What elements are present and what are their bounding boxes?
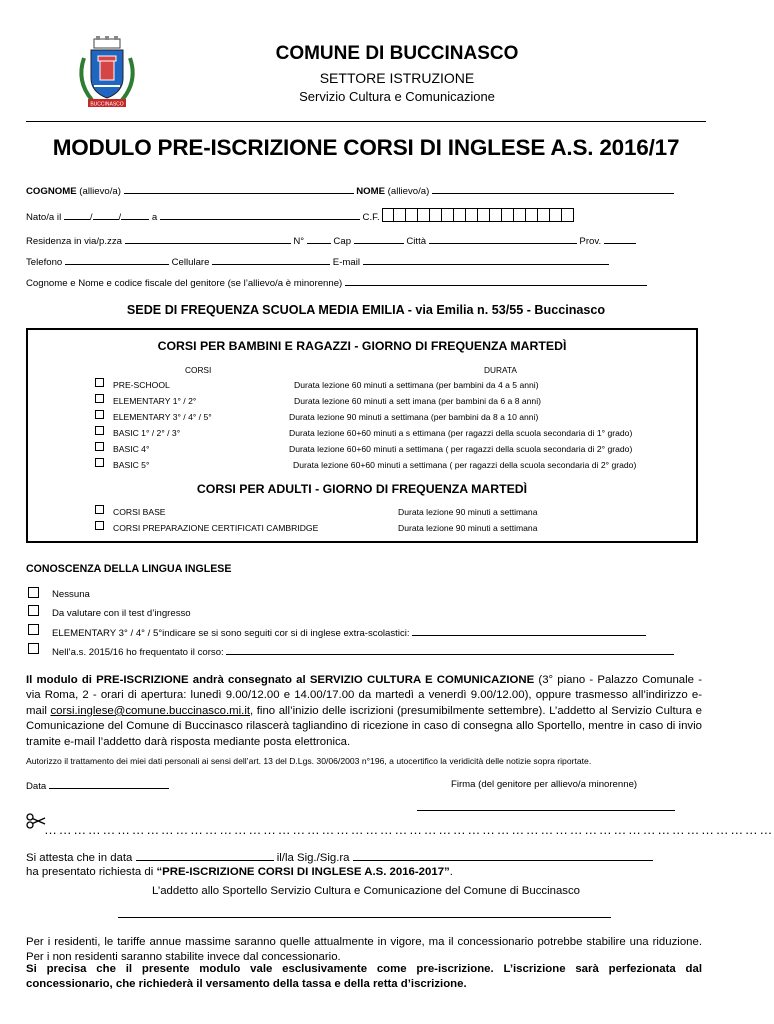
course-name: CORSI BASE (113, 507, 166, 517)
course-duration: Durata lezione 90 minuti a settimana (398, 507, 538, 517)
course-name: PRE-SCHOOL (113, 380, 170, 390)
signature-label: Firma (del genitore per allievo/a minorenne) (451, 779, 638, 790)
kids-courses-title: CORSI PER BAMBINI E RAGAZZI - GIORNO DI FREQUENZA MARTEDÌ (157, 339, 567, 353)
scissors-icon (26, 813, 46, 834)
receipt-officer: L’addetto allo Sportello Servizio Cultura e Comunicazione del Comune di Buccinasco (151, 885, 581, 897)
extra-courses-field[interactable] (412, 626, 646, 636)
phone-field[interactable] (65, 255, 169, 265)
email-link[interactable]: corsi.inglese@comune.buccinasco.mi.it (50, 704, 251, 717)
department-subtitle: SETTORE ISTRUZIONE (319, 70, 475, 86)
birth-month-field[interactable] (93, 210, 119, 220)
name-row: COGNOME (allievo/a) NOME (allievo/a) (26, 184, 706, 197)
course-duration: Durata lezione 90 minuti a settimana (398, 523, 538, 533)
course-duration: Durata lezione 60 minuti a sett imana (per bambini da 6 a 8 anni) (294, 396, 541, 406)
service-subtitle: Servizio Cultura e Comunicazione (299, 89, 495, 104)
cognome-field[interactable] (124, 184, 354, 194)
date-field[interactable] (49, 779, 169, 789)
course-checkbox[interactable] (95, 410, 104, 419)
course-name: CORSI PREPARAZIONE CERTIFICATI CAMBRIDGE (113, 523, 319, 533)
venue-heading: SEDE DI FREQUENZA SCUOLA MEDIA EMILIA - via Emilia n. 53/55 - Buccinasco (126, 303, 606, 317)
birth-day-field[interactable] (64, 210, 90, 220)
course-checkbox[interactable] (95, 458, 104, 467)
birth-place-field[interactable] (160, 210, 360, 220)
knowledge-option: Da valutare con il test d’ingresso (52, 608, 191, 619)
contact-row: Telefono Cellulare E-mail (26, 255, 706, 268)
date-row: Data (26, 779, 169, 792)
privacy-statement: Autorizzo il trattamento dei miei dati personali ai sensi dell’art. 13 del D.Lgs. 30/06/2003 n°196, a utocertifico la veridicità delle notizie sopra riportate. (26, 756, 592, 766)
form-title: MODULO PRE-ISCRIZIONE CORSI DI INGLESE A.S. 2016/17 (52, 135, 680, 160)
receipt-name-field[interactable] (353, 851, 653, 861)
email-field[interactable] (363, 255, 609, 265)
cap-field[interactable] (354, 234, 404, 244)
receipt-line-2: ha presentato richiesta di “PRE-ISCRIZIONE CORSI DI INGLESE A.S. 2016-2017”. (26, 866, 453, 878)
mobile-field[interactable] (212, 255, 330, 265)
submission-info: Il modulo di PRE-ISCRIZIONE andrà consegnato al SERVIZIO CULTURA E COMUNICAZIONE (3° piano - Palazzo Comunale - via Roma, 2 - orari di apertura: lunedì 9.00/12.00 e 14.00/17.00 da martedì a venerdì 9.00/12.00), oppure trasmesso all’indirizzo e-mail corsi.inglese@comune.buccinasco.mi.it, fino all’inizio delle iscrizioni (presumibilmente settembre). L’addetto al Servizio Cultura e Comunicazione del Comune di Buccinasco rilascerà tagliandino di ricezione in caso di consegna allo Sportello, mentre in caso di invio tramite e-mail l’addetto darà risposta mediante posta elettronica. (26, 674, 702, 748)
course-duration: Durata lezione 60 minuti a settimana (per bambini da 4 a 5 anni) (294, 380, 539, 390)
knowledge-checkbox[interactable] (28, 587, 39, 598)
course-name: ELEMENTARY 3° / 4° / 5° (113, 412, 212, 422)
city-field[interactable] (429, 234, 577, 244)
codice-fiscale-boxes[interactable] (382, 208, 574, 222)
fees-note: Per i residenti, le tariffe annue massime saranno quelle attualmente in vigore, ma il concessionario potrebbe stabilire una riduzione. Per i non residenti saranno stabilite invece dal concessionario. (26, 936, 702, 964)
course-name: ELEMENTARY 1° / 2° (113, 396, 197, 406)
previous-course-field[interactable] (226, 645, 674, 655)
knowledge-option: Nessuna (52, 589, 90, 600)
course-name: BASIC 1° / 2° / 3° (113, 428, 181, 438)
knowledge-title: CONOSCENZA DELLA LINGUA INGLESE (26, 563, 232, 575)
adult-courses-title: CORSI PER ADULTI - GIORNO DI FREQUENZA MARTEDÌ (196, 482, 528, 496)
course-name: BASIC 5° (113, 460, 150, 470)
street-number-field[interactable] (307, 234, 331, 244)
course-checkbox[interactable] (95, 394, 104, 403)
course-checkbox[interactable] (95, 378, 104, 387)
province-field[interactable] (604, 234, 636, 244)
cut-line: …………………………………………………………………………………………………………………………………… (44, 822, 774, 837)
knowledge-checkbox[interactable] (28, 605, 39, 616)
officer-signature-line[interactable] (118, 917, 611, 918)
course-duration: Durata lezione 60+60 minuti a s ettimana (per ragazzi della scuola secondaria di 1° grado) (289, 428, 633, 438)
parent-row: Cognome e Nome e codice fiscale del genitore (se l’allievo/a è minorenne) (26, 276, 706, 289)
signature-line[interactable] (417, 810, 675, 811)
course-duration: Durata lezione 90 minuti a settimana (per bambini da 8 a 10 anni) (289, 412, 539, 422)
residence-row: Residenza in via/p.zza N° Cap Città Prov. (26, 234, 706, 247)
course-name: BASIC 4° (113, 444, 150, 454)
knowledge-option-previous: Nell’a.s. 2015/16 ho frequentato il corso: (52, 645, 674, 658)
knowledge-checkbox[interactable] (28, 624, 39, 635)
course-checkbox[interactable] (95, 442, 104, 451)
course-duration: Durata lezione 60+60 minuti a settimana ( per ragazzi della scuola secondaria di 2° grado) (289, 444, 633, 454)
duration-column-header: DURATA (484, 365, 517, 375)
course-checkbox[interactable] (95, 426, 104, 435)
parent-field[interactable] (345, 276, 647, 286)
pre-registration-note: Si precisa che il presente modulo vale esclusivamente come pre-iscrizione. L’iscrizione sarà perfezionata dal concessionario, che richiederà il versamento della tassa e della retta d’iscrizione. (26, 963, 702, 991)
receipt-line-1: Si attesta che in data il/la Sig./Sig.ra (26, 851, 653, 864)
courses-column-header: CORSI (185, 365, 212, 375)
birth-row: Nato/a il / / a C.F. (26, 210, 706, 223)
course-checkbox[interactable] (95, 521, 104, 530)
knowledge-checkbox[interactable] (28, 643, 39, 654)
birth-year-field[interactable] (121, 210, 149, 220)
knowledge-option-extra: ELEMENTARY 3° / 4° / 5°indicare se si sono seguiti cor si di inglese extra-scolastici: (52, 626, 646, 639)
receipt-date-field[interactable] (136, 851, 274, 861)
municipal-crest (74, 36, 140, 112)
header-divider (26, 121, 706, 122)
address-field[interactable] (125, 234, 291, 244)
crest-ribbon-text: BUCCINASCO (90, 101, 124, 108)
course-checkbox[interactable] (95, 505, 104, 514)
course-duration: Durata lezione 60+60 minuti a settimana ( per ragazzi della scuola secondaria di 2° grado) (293, 460, 637, 470)
nome-field[interactable] (432, 184, 674, 194)
municipality-title: COMUNE DI BUCCINASCO (275, 43, 519, 64)
